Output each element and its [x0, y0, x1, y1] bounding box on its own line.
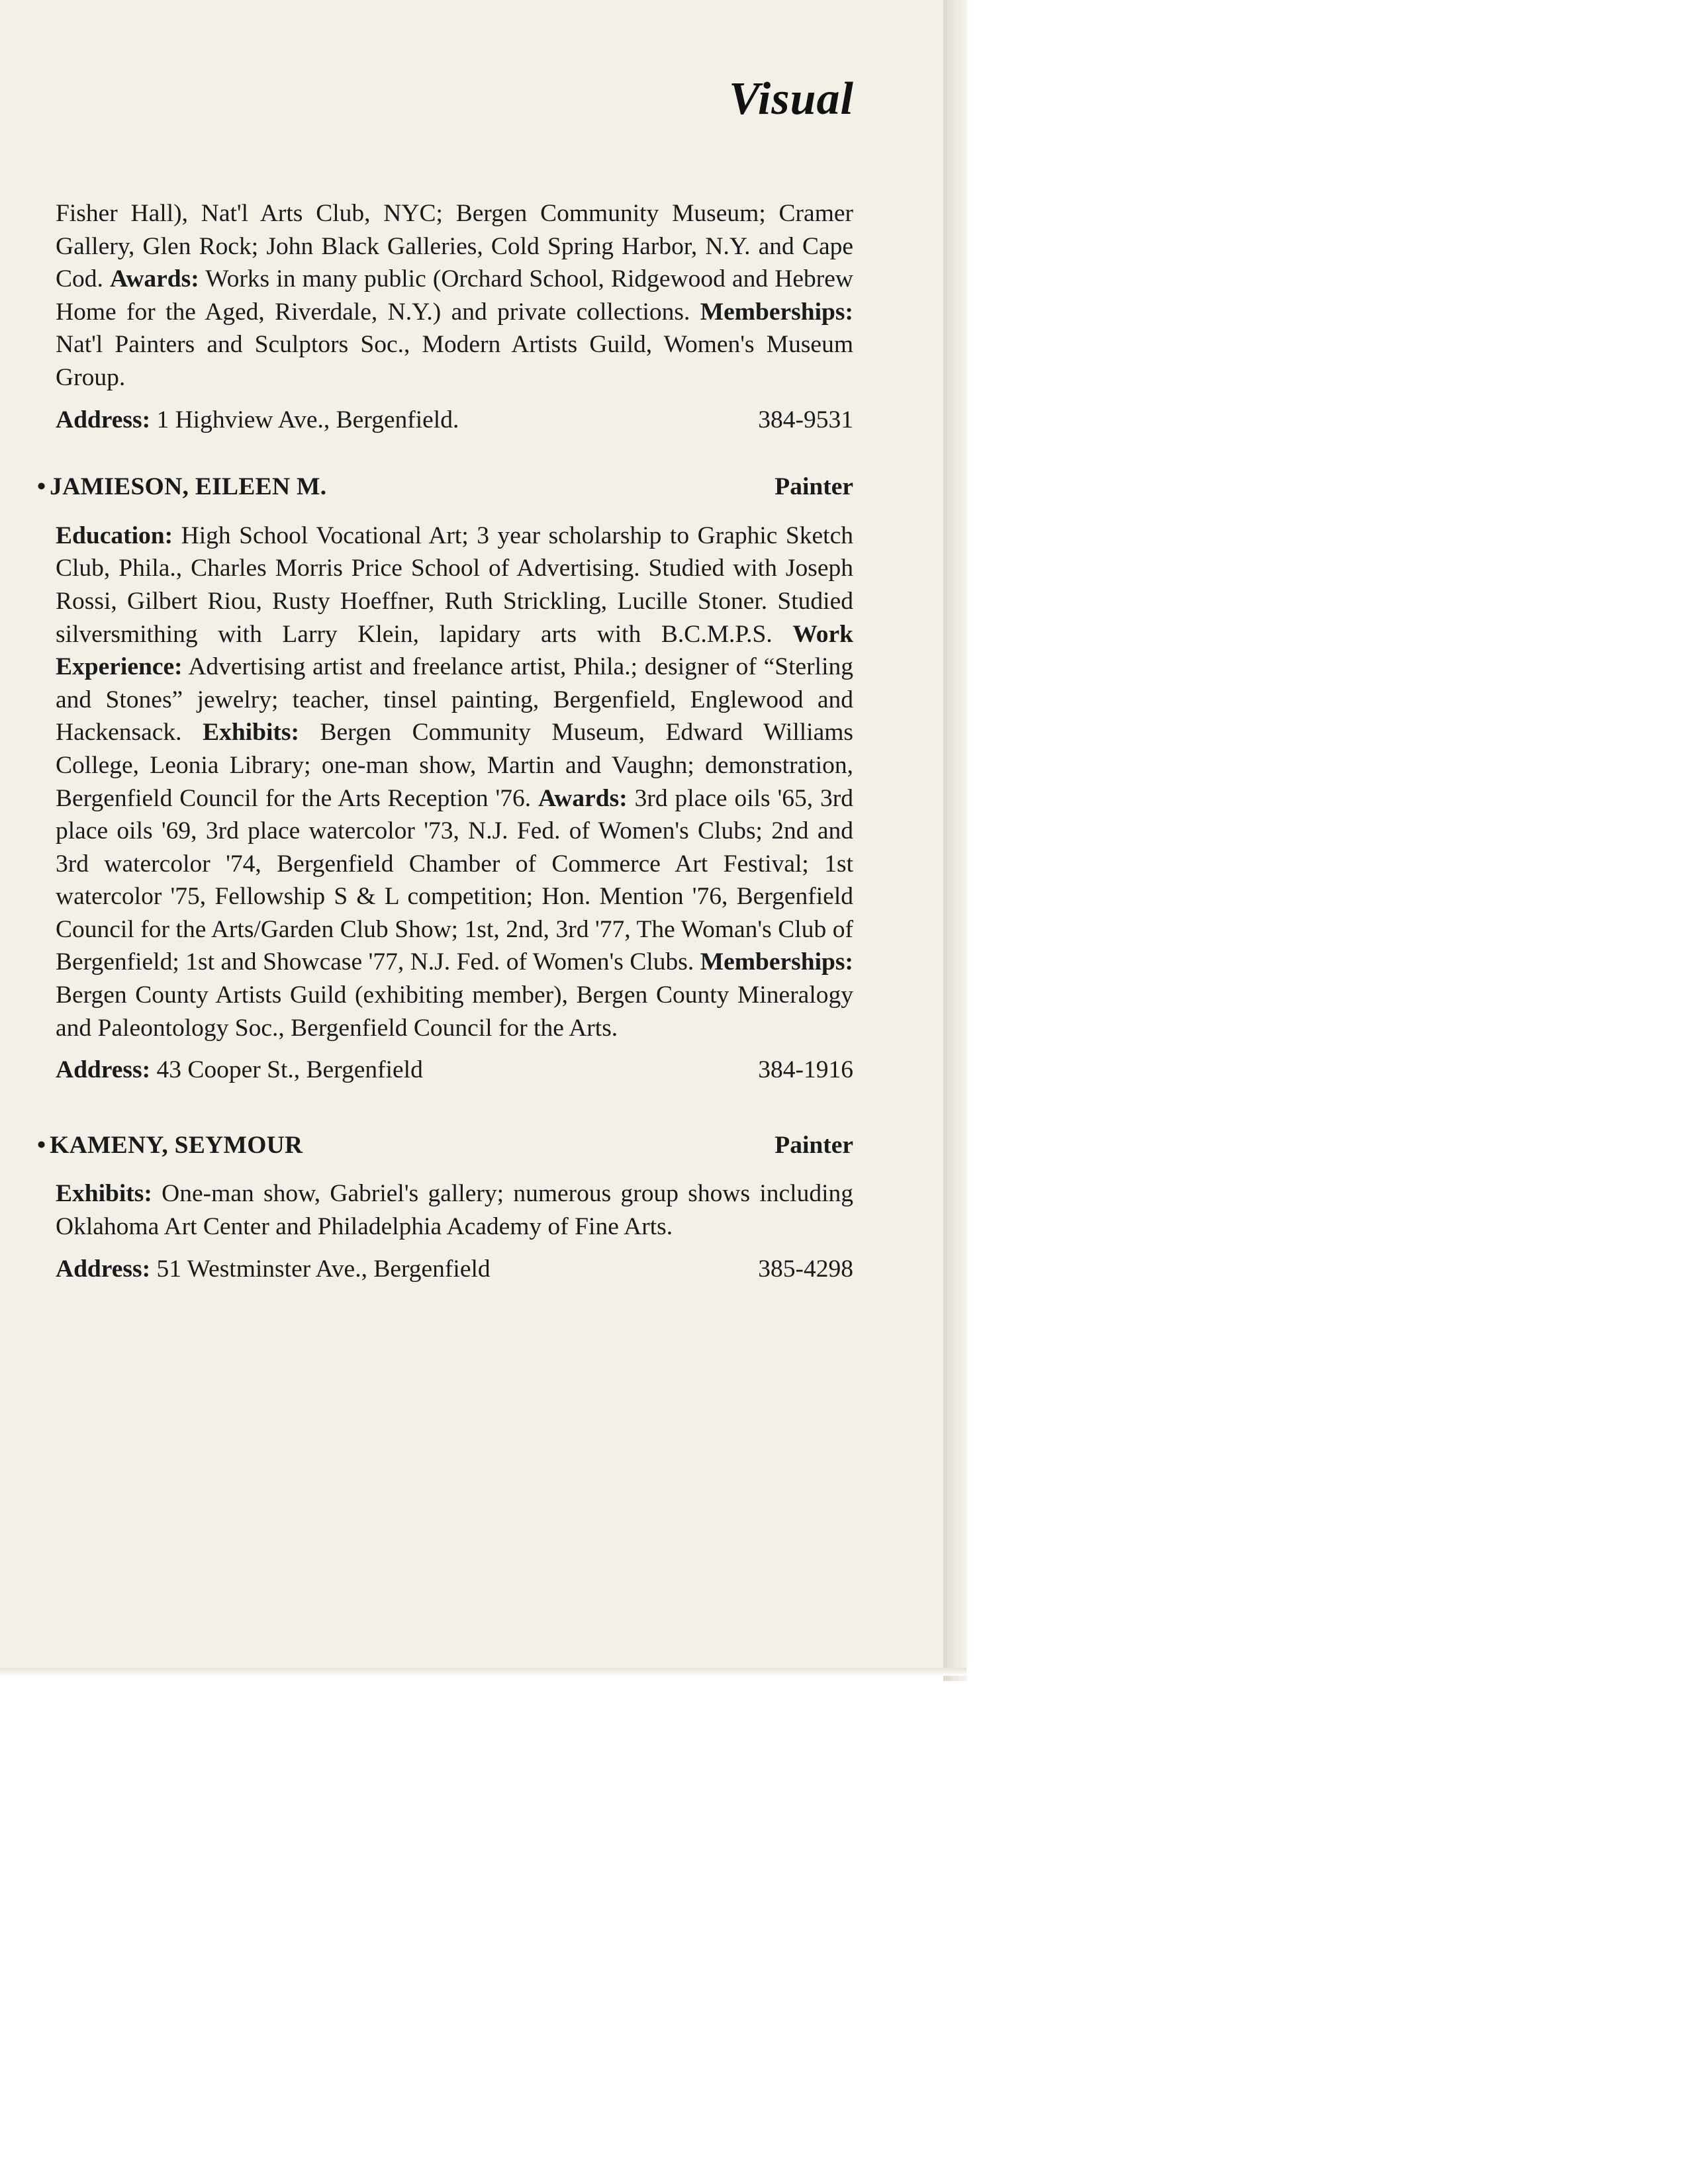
exhibits-label: Exhibits:: [203, 719, 299, 747]
entry-body: [56, 1177, 853, 1243]
artist-role: Painter: [774, 473, 853, 501]
awards-label: Awards:: [110, 265, 199, 293]
memberships-label: Memberships:: [700, 298, 853, 326]
page-bottom-shadow: [0, 1668, 966, 1676]
entry-body: [56, 520, 853, 1045]
phone-number: 385-4298: [758, 1255, 853, 1283]
address-label: Address:: [56, 1255, 151, 1283]
entry-kameny: [37, 1129, 853, 1285]
address-label: Address:: [56, 1056, 151, 1084]
phone-number: 384-1916: [758, 1056, 853, 1084]
work-experience-label: Work Experience:: [56, 620, 853, 681]
awards-text: Works in many public (Orchard School, Ridgewood and Hebrew Home for the Aged, Riverdale, N.Y.) and private collections.: [56, 265, 853, 326]
memberships-label: Memberships:: [700, 948, 853, 976]
entry-header: [37, 471, 853, 504]
address: [56, 1054, 423, 1087]
education-label: Education:: [56, 522, 173, 549]
address-label: Address:: [56, 406, 151, 433]
page-edge: [943, 0, 967, 1681]
address-row: [56, 1054, 853, 1087]
bullet-icon: •: [37, 473, 46, 501]
address-row: [56, 404, 853, 437]
entry-name: [37, 1129, 303, 1162]
education-text: High School Vocational Art; 3 year scholarship to Graphic Sketch Club, Phila., Charles Morris Price School of Advertising. Studied with Joseph Rossi, Gilbert Riou, Rusty Hoeffner, Ruth Strickling, Lucille Stoner. Studied silversmithing with Larry Klein, lapidary arts with B.C.M.P.S.: [56, 522, 853, 648]
artist-role: Painter: [774, 1131, 853, 1159]
address-row: [56, 1253, 853, 1286]
work-experience-text: Advertising artist and freelance artist, Phila.; designer of “Sterling and Stones” jewelry; teacher, tinsel painting, Bergenfield, Englewood and Hackensack.: [56, 653, 853, 747]
address-text: 43 Cooper St., Bergenfield: [150, 1056, 423, 1084]
continued-body-text: Fisher Hall), Nat'l Arts Club, NYC; Bergen Community Museum; Cramer Gallery, Glen Rock; John Black Galleries, Cold Spring Harbor, N.Y. and Cape Cod.: [56, 200, 853, 293]
entry-jamieson: [37, 471, 854, 1087]
exhibits-text: One-man show, Gabriel's gallery; numerous group shows including Oklahoma Art Center and Philadelphia Academy of Fine Arts.: [56, 1180, 853, 1241]
exhibits-label: Exhibits:: [56, 1180, 152, 1208]
continued-entry-body: [56, 197, 853, 394]
section-title: Visual: [729, 73, 854, 124]
awards-label: Awards:: [538, 784, 628, 812]
entry-name: [37, 471, 326, 504]
artist-name: JAMIESON, EILEEN M.: [50, 473, 327, 501]
directory-content: [37, 197, 854, 1285]
address: [56, 404, 459, 437]
memberships-text: Bergen County Artists Guild (exhibiting member), Bergen County Mineralogy and Paleontology Soc., Bergenfield Council for the Arts.: [56, 981, 853, 1042]
bullet-icon: •: [37, 1131, 46, 1159]
memberships-text: Nat'l Painters and Sculptors Soc., Modern Artists Guild, Women's Museum Group.: [56, 331, 853, 391]
entry-header: [37, 1129, 853, 1162]
address-text: 1 Highview Ave., Bergenfield.: [150, 406, 459, 433]
artist-name: KAMENY, SEYMOUR: [50, 1131, 303, 1159]
address: [56, 1253, 491, 1286]
address-text: 51 Westminster Ave., Bergenfield: [150, 1255, 491, 1283]
phone-number: 384-9531: [758, 406, 853, 433]
exhibits-text: Bergen Community Museum, Edward Williams College, Leonia Library; one-man show, Martin and Vaughn; demonstration, Bergenfield Council for the Arts Reception '76.: [56, 719, 853, 812]
awards-text: 3rd place oils '65, 3rd place oils '69, 3rd place watercolor '73, N.J. Fed. of Women's Clubs; 2nd and 3rd watercolor '74, Bergenfield Chamber of Commerce Art Festival; 1st watercolor '75, Fellowship S & L competition; Hon. Mention '76, Bergenfield Council for the Arts/Garden Club Show; 1st, 2nd, 3rd '77, The Woman's Club of Bergenfield; 1st and Showcase '77, N.J. Fed. of Women's Clubs.: [56, 784, 854, 976]
continued-entry: [56, 197, 853, 436]
